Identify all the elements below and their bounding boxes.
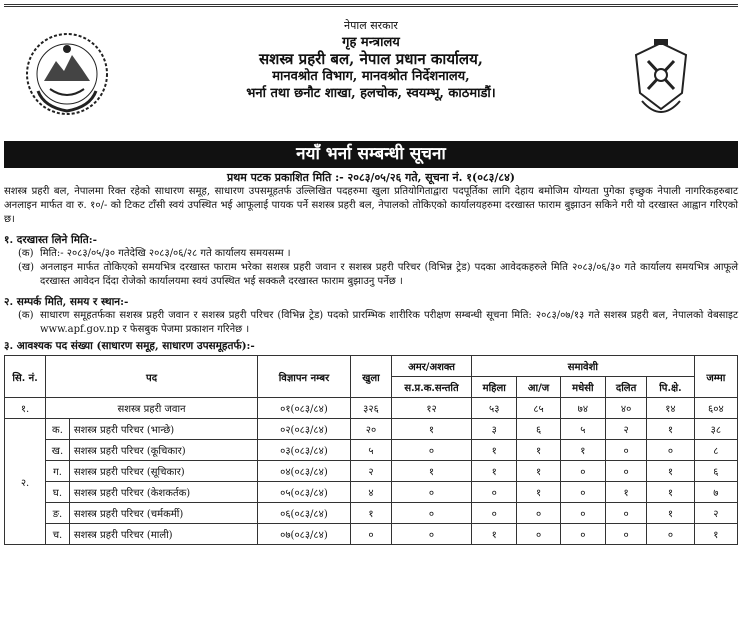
cell-aj: १ — [517, 461, 560, 482]
table-row — [5, 398, 738, 419]
cell-total: ७ — [694, 482, 737, 503]
cell-dalit: ० — [606, 461, 647, 482]
cell-sn: २. — [5, 419, 46, 545]
cell-dalit: २ — [606, 419, 647, 440]
col-total: जम्मा — [694, 356, 737, 398]
col-madhesi: मधेसी — [560, 377, 605, 398]
table-row — [5, 461, 738, 482]
col-aj: आ/ज — [517, 377, 560, 398]
cell-backward: ० — [647, 524, 695, 545]
cell-total: ६०४ — [694, 398, 737, 419]
cell-adv: ०१(०८३/८४) — [257, 398, 350, 419]
cell-sub: घ. — [46, 482, 70, 503]
cell-adv: ०२(०८३/८४) — [257, 419, 350, 440]
cell-adv: ०३(०८३/८४) — [257, 440, 350, 461]
top-rule — [4, 4, 738, 7]
cell-sub: क. — [46, 419, 70, 440]
cell-post: सशस्त्र प्रहरी परिचर (भान्छे) — [69, 419, 257, 440]
section-1-item — [18, 261, 738, 289]
cell-aj: ० — [517, 503, 560, 524]
cell-total: ६ — [694, 461, 737, 482]
section-2-item — [18, 309, 738, 337]
cell-total: ८ — [694, 440, 737, 461]
col-martyr-sub: स.प्र.क.सन्तति — [392, 377, 472, 398]
header-ministry: गृह मन्त्रालय — [342, 35, 400, 50]
cell-women: १ — [472, 461, 517, 482]
cell-adv: ०४(०८३/८४) — [257, 461, 350, 482]
cell-dalit: ० — [606, 440, 647, 461]
cell-open: १ — [350, 503, 391, 524]
cell-open: ३२६ — [350, 398, 391, 419]
item-key: (क) — [18, 248, 34, 259]
section-1-item — [18, 247, 738, 261]
cell-madhesi: ५ — [560, 419, 605, 440]
table-row — [5, 503, 738, 524]
col-adv: विज्ञापन नम्बर — [257, 356, 350, 398]
cell-madhesi: ० — [560, 524, 605, 545]
section-2-title: २. सम्पर्क मिति, समय र स्थान:- — [4, 296, 129, 308]
item-key: (क) — [18, 310, 34, 321]
intro-paragraph: सशस्त्र प्रहरी बल, नेपालमा रिक्त रहेको साधारण समूह, साधारण उपसमूहतर्फ उल्लिखित पदहरुमा खुला प्रतियोगिताद्वारा पदपूर्तिका लागि देहाय बमोजिम योग्यता पुगेका इच्छुक नेपाली नागरिकहरुबाट अनलाइन मार्फत वा रु. १०/- को टिकट टाँसी स्वयं उपस्थित भई आफूलाई पायक पर्ने सशस्त्र प्रहरी बल, नेपालको तोकिएको कार्यालयहरुमा दरखास्त फाराम बुझाउन सकिने गरी यो दरखास्त आह्वान गरिएको छ। — [4, 186, 738, 225]
cell-adv: ०५(०८३/८४) — [257, 482, 350, 503]
item-key: (ख) — [18, 262, 34, 273]
cell-backward: १ — [647, 503, 695, 524]
publication-date: प्रथम पटक प्रकाशित मिति :- २०८३/०५/२६ गते, सूचना नं. १(०८३/८४) — [226, 171, 516, 184]
posts-table — [4, 355, 738, 545]
cell-total: १ — [694, 524, 737, 545]
table-row — [5, 419, 738, 440]
cell-dalit: १ — [606, 482, 647, 503]
cell-martyr: ० — [392, 440, 472, 461]
cell-post: सशस्त्र प्रहरी परिचर (चर्मकर्मी) — [69, 503, 257, 524]
cell-women: ५३ — [472, 398, 517, 419]
cell-martyr: ० — [392, 482, 472, 503]
cell-backward: ० — [647, 440, 695, 461]
cell-post: सशस्त्र प्रहरी परिचर (कूचिकार) — [69, 440, 257, 461]
cell-open: २० — [350, 419, 391, 440]
cell-adv: ०६(०८३/८४) — [257, 503, 350, 524]
section-3-title: ३. आवश्यक पद संख्या (साधारण समूह, साधारण उपसमूहतर्फ):- — [4, 340, 255, 352]
cell-martyr: १ — [392, 461, 472, 482]
cell-sn: १. — [5, 398, 46, 419]
header-department: मानवश्रोत विभाग, मानवश्रोत निर्देशनालय, — [272, 69, 470, 84]
cell-dalit: ० — [606, 524, 647, 545]
col-post: पद — [46, 356, 258, 398]
col-women: महिला — [472, 377, 517, 398]
cell-backward: १ — [647, 482, 695, 503]
cell-post: सशस्त्र प्रहरी परिचर (केशकर्तक) — [69, 482, 257, 503]
cell-women: १ — [472, 524, 517, 545]
cell-aj: ० — [517, 524, 560, 545]
cell-madhesi: ० — [560, 503, 605, 524]
col-martyr: अमर/अशक्त — [392, 356, 472, 377]
section-1-title: १. दरखास्त लिने मिति:- — [4, 234, 97, 246]
cell-martyr: ० — [392, 524, 472, 545]
apf-emblem-icon — [630, 39, 692, 123]
cell-women: ३ — [472, 419, 517, 440]
cell-sub: च. — [46, 524, 70, 545]
cell-madhesi: ० — [560, 482, 605, 503]
header-branch: भर्ना तथा छनौट शाखा, हलचोक, स्वयम्भू, काठमाडौं। — [246, 86, 496, 101]
cell-post: सशस्त्र प्रहरी जवान — [46, 398, 258, 419]
cell-aj: १ — [517, 482, 560, 503]
col-open: खुला — [350, 356, 391, 398]
cell-sub: ङ. — [46, 503, 70, 524]
cell-total: ३८ — [694, 419, 737, 440]
cell-backward: १४ — [647, 398, 695, 419]
cell-total: २ — [694, 503, 737, 524]
cell-open: ४ — [350, 482, 391, 503]
cell-martyr: १ — [392, 419, 472, 440]
col-inclusive: समावेशी — [472, 356, 695, 377]
cell-open: ५ — [350, 440, 391, 461]
col-sn: सि. नं. — [5, 356, 46, 398]
item-text: साधारण समूहतर्फका सशस्त्र प्रहरी जवान र सशस्त्र प्रहरी परिचर (विभिन्न ट्रेड) पदको प्रारम्भिक शारीरिक परीक्षण सम्बन्धी सूचना मिति: २०८३/०७/१३ गते सशस्त्र प्रहरी बल, नेपालको वेबसाइट www.apf.gov.np र फेसबुक पेजमा प्रकाशन गरिनेछ । — [40, 310, 738, 335]
cell-aj: ८५ — [517, 398, 560, 419]
cell-open: २ — [350, 461, 391, 482]
cell-martyr: १२ — [392, 398, 472, 419]
table-row — [5, 440, 738, 461]
cell-martyr: ० — [392, 503, 472, 524]
cell-backward: १ — [647, 419, 695, 440]
cell-madhesi: ७४ — [560, 398, 605, 419]
header-government: नेपाल सरकार — [344, 19, 398, 32]
cell-sub: ख. — [46, 440, 70, 461]
cell-dalit: ४० — [606, 398, 647, 419]
cell-women: १ — [472, 440, 517, 461]
cell-madhesi: ० — [560, 461, 605, 482]
cell-sub: ग. — [46, 461, 70, 482]
cell-women: ० — [472, 482, 517, 503]
item-text: मिति:- २०८३/०५/३० गतेदेखि २०८३/०६/२८ गते कार्यालय समयसम्म । — [40, 248, 291, 259]
header — [4, 17, 738, 139]
col-dalit: दलित — [606, 377, 647, 398]
cell-post: सशस्त्र प्रहरी परिचर (सूचिकार) — [69, 461, 257, 482]
cell-open: ० — [350, 524, 391, 545]
table-row — [5, 482, 738, 503]
cell-women: ० — [472, 503, 517, 524]
cell-backward: १ — [647, 461, 695, 482]
cell-dalit: ० — [606, 503, 647, 524]
cell-aj: १ — [517, 440, 560, 461]
notice-banner: नयाँ भर्ना सम्बन्धी सूचना — [4, 141, 738, 168]
col-backward: पि.क्षे. — [647, 377, 695, 398]
cell-madhesi: १ — [560, 440, 605, 461]
table-row — [5, 524, 738, 545]
cell-adv: ०७(०८३/८४) — [257, 524, 350, 545]
cell-post: सशस्त्र प्रहरी परिचर (माली) — [69, 524, 257, 545]
item-text: अनलाइन मार्फत तोकिएको समयभित्र दरखास्त फाराम भरेका सशस्त्र प्रहरी जवान र सशस्त्र प्रहरी परिचर (विभिन्न ट्रेड) पदका आवेदकहरुले मिति २०८३/०६/३० गते कार्यालय समयभित्र आफूले दरखास्त आवेदन दिंदा रोजेको कार्यालयमा स्वयं उपस्थित भई सक्कलै दरखास्त फाराम बुझाउनु पर्नेछ । — [40, 262, 738, 287]
cell-aj: ६ — [517, 419, 560, 440]
posts-table-wrap — [4, 353, 738, 603]
header-office: सशस्त्र प्रहरी बल, नेपाल प्रधान कार्यालय, — [259, 50, 483, 68]
nepal-emblem-icon — [24, 31, 110, 117]
